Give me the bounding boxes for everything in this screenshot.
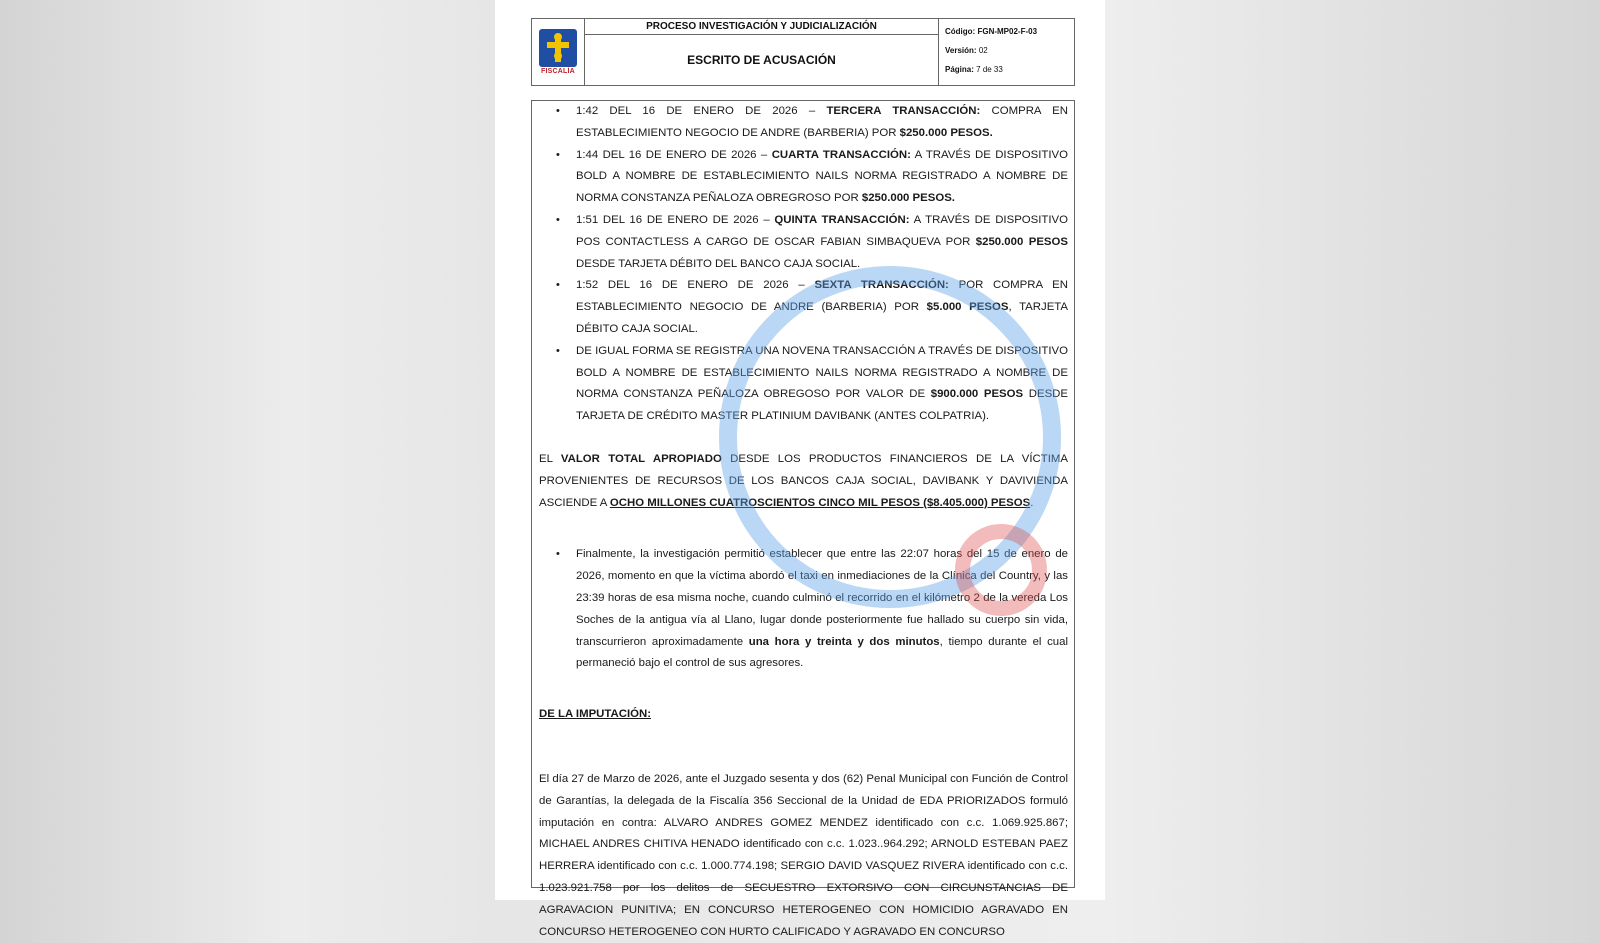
codigo-label: Código:: [945, 27, 976, 36]
process-name: PROCESO INVESTIGACIÓN Y JUDICIALIZACIÓN: [585, 19, 938, 35]
document-header: [531, 18, 1075, 86]
document-metadata: [939, 19, 1074, 85]
version-row: [945, 46, 1074, 65]
list-item: • Finalmente, la investigación permitió establecer que entre las 22:07 horas del 15 de enero de 2026, momento en que la víctima abordó el taxi en inmediaciones de la Clínica del Country, y las 23:39 horas de esa misma noche, cuando culminó el recorrido en el kilómetro 2 de la vereda Los Soches de la antigua vía al Llano, lugar donde posteriormente fue hallado su cuerpo sin vida, transcurrieron aproximadamente una hora y treinta y dos minutos, tiempo durante el cual permaneció bajo el control de sus agresores.: [532, 544, 1074, 675]
version-label: Versión:: [945, 46, 977, 55]
list-item: • DE IGUAL FORMA SE REGISTRA UNA NOVENA TRANSACCIÓN A TRAVÉS DE DISPOSITIVO BOLD A NOMBRE DE ESTABLECIMIENTO NAILS NORMA REGISTRADO A NOMBRE DE NORMA CONSTANZA PEÑALOZA OBREGOSO POR VALOR DE $900.000 PESOS DESDE TARJETA DE CRÉDITO MASTER PLATINIUM DAVIBANK (ANTES COLPATRIA).: [532, 341, 1074, 428]
pagina-row: [945, 65, 1074, 84]
codigo-value: FGN-MP02-F-03: [977, 27, 1038, 36]
fiscalia-shield-icon: [539, 29, 577, 67]
fiscalia-logo: [532, 19, 585, 85]
codigo-row: [945, 27, 1074, 46]
list-item: • 1:52 DEL 16 DE ENERO DE 2026 – SEXTA TRANSACCIÓN: POR COMPRA EN ESTABLECIMIENTO NEGOCIO DE ANDRE (BARBERIA) POR $5.000 PESOS, TARJETA DÉBITO CAJA SOCIAL.: [532, 275, 1074, 340]
pagina-label: Página:: [945, 65, 974, 74]
version-value: 02: [978, 46, 988, 55]
transactions-list: [532, 101, 1074, 428]
document-title: ESCRITO DE ACUSACIÓN: [687, 53, 836, 67]
pagina-value: 7 de 33: [976, 65, 1003, 74]
section-title: DE LA IMPUTACIÓN:: [539, 708, 651, 721]
document-body: [531, 100, 1075, 938]
list-item: • 1:44 DEL 16 DE ENERO DE 2026 – CUARTA TRANSACCIÓN: A TRAVÉS DE DISPOSITIVO BOLD A NOMBRE DE ESTABLECIMIENTO NAILS NORMA REGISTRADO A NOMBRE DE NORMA CONSTANZA PEÑALOZA OBREGROSO POR $250.000 PESOS.: [532, 145, 1074, 210]
logo-text: FISCALÍA: [541, 68, 575, 75]
imputation-paragraph: El día 27 de Marzo de 2026, ante el Juzgado sesenta y dos (62) Penal Municipal con Función de Control de Garantías, la delegada de la Fiscalía 356 Seccional de la Unidad de EDA PRIORIZADOS formuló imputación en contra: ALVARO ANDRES GOMEZ MENDEZ identificado con c.c. 1.069.925.867; MICHAEL ANDRES CHITIVA HENADO identificado con c.c. 1.023..964.292; ARNOLD ESTEBAN PAEZ HERRERA identificado con c.c. 1.000.774.198; SERGIO DAVID VASQUEZ RIVERA identificado con c.c. 1.023.921.758 por los delitos de SECUESTRO EXTORSIVO CON CIRCUNSTANCIAS DE AGRAVACION PUNITIVA; EN CONCURSO HETEROGENEO CON HOMICIDIO AGRAVADO EN CONCURSO HETEROGENEO CON HURTO CALIFICADO Y AGRAVADO EN CONCURSO: [539, 772, 1068, 938]
document-page: [495, 0, 1105, 938]
total-paragraph: EL VALOR TOTAL APROPIADO DESDE LOS PRODUCTOS FINANCIEROS DE LA VÍCTIMA PROVENIENTES DE RECURSOS DE LOS BANCOS CAJA SOCIAL, DAVIBANK Y DAVIVIENDA ASCIENDE A OCHO MILLONES CUATROSCIENTOS CINCO MIL PESOS ($8.405.000) PESOS.: [539, 452, 1068, 509]
list-item: • 1:42 DEL 16 DE ENERO DE 2026 – TERCERA TRANSACCIÓN: COMPRA EN ESTABLECIMIENTO NEGOCIO DE ANDRE (BARBERIA) POR $250.000 PESOS.: [532, 101, 1074, 145]
list-item: • 1:51 DEL 16 DE ENERO DE 2026 – QUINTA TRANSACCIÓN: A TRAVÉS DE DISPOSITIVO POS CONTACTLESS A CARGO DE OSCAR FABIAN SIMBAQUEVA POR $250.000 PESOS DESDE TARJETA DÉBITO DEL BANCO CAJA SOCIAL.: [532, 210, 1074, 275]
title-cell: [585, 19, 939, 85]
final-list: [532, 544, 1074, 675]
